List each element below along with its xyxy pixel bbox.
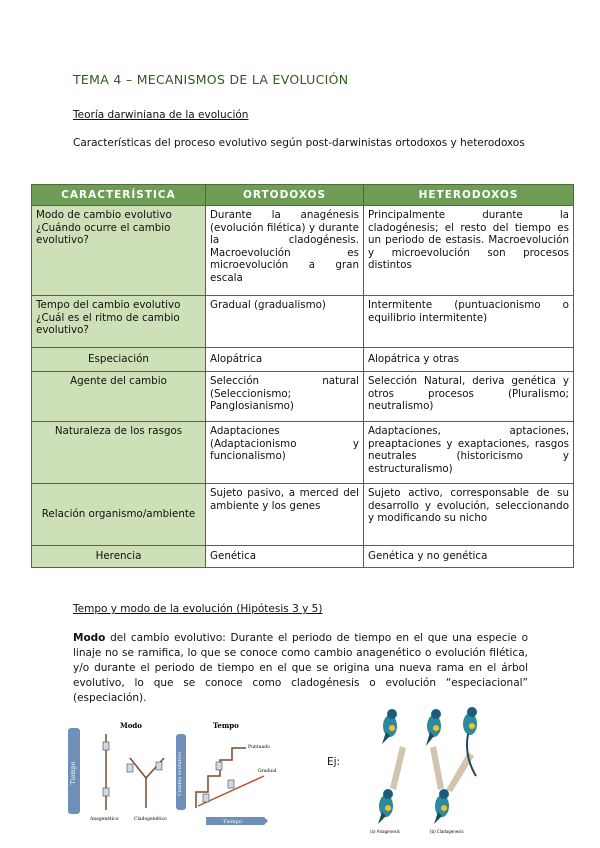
cell-ortodoxos: Sujeto pasivo, a merced del ambiente y los genes	[206, 484, 364, 546]
cell-caracteristica: Modo de cambio evolutivo ¿Cuándo ocurre el cambio evolutivo?	[32, 206, 206, 296]
page-title: TEMA 4 – MECANISMOS DE LA EVOLUCIÓN	[73, 72, 349, 87]
cell-ortodoxos: Alopátrica	[206, 348, 364, 372]
cell-ortodoxos: Selección natural (Seleccionismo; Panglosianismo)	[206, 372, 364, 422]
ej-label: Ej:	[327, 756, 341, 768]
bird-icon	[382, 709, 397, 744]
cell-heterodoxos: Principalmente durante la cladogénesis; el resto del tiempo es un periodo de estasis. Macroevolución y microevolución son procesos distintos	[364, 206, 574, 296]
cell-ortodoxos: Genética	[206, 546, 364, 568]
modo-paragraph	[73, 631, 528, 706]
table-row	[32, 348, 574, 372]
tiempo-axis-label: Tiempo	[70, 761, 77, 785]
modo-label: Modo	[120, 721, 142, 730]
cell-caracteristica: Especiación	[32, 348, 206, 372]
cell-caracteristica: Herencia	[32, 546, 206, 568]
puntuado-label: Puntuado	[248, 745, 270, 750]
modo-text: del cambio evolutivo: Durante el periodo de tiempo en el que una especie o linaje no se ramifica, lo que se conoce como cambio anagenético o evolución filética, y/o durante el periodo de tiempo en el que se origina una nueva rama en el árbol evolutivo, lo que se conoce como cladogénesis o evolución “especiacional” (especiación).	[73, 632, 528, 704]
section-title-darwinian: Teoría darwiniana de la evolución	[73, 109, 249, 121]
lineage-box	[103, 742, 109, 750]
section-title-tempo-modo: Tempo y modo de la evolución (Hipótesis 3 y 5)	[73, 603, 323, 615]
tiempo-bottom-label: Tiempo	[223, 819, 242, 825]
cell-caracteristica: Relación organismo/ambiente	[32, 484, 206, 546]
modo-bold: Modo	[73, 632, 106, 644]
lineage-box	[127, 764, 133, 772]
cell-ortodoxos: Adaptaciones (Adaptacionismo y funcionalismo)	[206, 422, 364, 484]
cell-caracteristica: Tempo del cambio evolutivo ¿Cuál es el ritmo de cambio evolutivo?	[32, 296, 206, 348]
cladogenesis-arrow-left	[430, 746, 444, 790]
cell-heterodoxos: Sujeto activo, corresponsable de su desarrollo y evolución, seleccionando y modificando su nicho	[364, 484, 574, 546]
table-row	[32, 546, 574, 568]
cell-ortodoxos: Durante la anagénesis (evolución filética) y durante la cladogénesis. Macroevolución es microevolución a gran escala	[206, 206, 364, 296]
tempo-modo-diagram	[68, 718, 293, 826]
anagenetico-label: Anagenético	[90, 817, 119, 822]
intro-text: Características del proceso evolutivo según post-darwinistas ortodoxos y heterodoxos	[73, 137, 525, 149]
table-row	[32, 206, 574, 296]
cell-heterodoxos: Intermitente (puntuacionismo o equilibrio intermitente)	[364, 296, 574, 348]
bird-evolution-illustration	[368, 696, 498, 836]
table-header-row	[32, 185, 574, 206]
lineage-box	[203, 794, 209, 802]
bird-icon	[434, 789, 449, 824]
header-ortodoxos: ORTODOXOS	[206, 185, 364, 206]
cladogenetico-label: Cladogenético	[134, 817, 167, 822]
cell-heterodoxos: Selección Natural, deriva genética y otros procesos (Pluralismo; neutralismo)	[364, 372, 574, 422]
header-heterodoxos: HETERODOXOS	[364, 185, 574, 206]
comparison-table	[31, 184, 574, 568]
lineage-box	[216, 762, 222, 770]
table-row	[32, 296, 574, 348]
cladogenesis-caption: (b) Cladogenesis	[430, 829, 464, 834]
bird-icon	[426, 709, 441, 746]
cell-heterodoxos: Adaptaciones, aptaciones, preaptaciones y exaptaciones, rasgos neutrales (historicismo y estructuralismo)	[364, 422, 574, 484]
cell-caracteristica: Agente del cambio	[32, 372, 206, 422]
table-row	[32, 484, 574, 546]
cell-heterodoxos: Alopátrica y otras	[364, 348, 574, 372]
table-row	[32, 422, 574, 484]
anagenesis-caption: (a) Anagenesis	[370, 829, 400, 834]
cell-heterodoxos: Genética y no genética	[364, 546, 574, 568]
bird-icon	[378, 789, 393, 824]
cell-ortodoxos: Gradual (gradualismo)	[206, 296, 364, 348]
table-row	[32, 372, 574, 422]
lineage-box	[228, 780, 234, 788]
cambio-axis-label: Cambio evolutivo	[177, 751, 183, 797]
cell-caracteristica: Naturaleza de los rasgos	[32, 422, 206, 484]
header-caracteristica: CARACTERÍSTICA	[32, 185, 206, 206]
tempo-label: Tempo	[213, 721, 239, 730]
lineage-box	[103, 788, 109, 796]
gradual-label: Gradual	[258, 769, 277, 774]
cladogenesis-arrow-right	[446, 752, 474, 792]
lineage-box	[156, 762, 162, 770]
anagenesis-arrow	[390, 746, 406, 790]
